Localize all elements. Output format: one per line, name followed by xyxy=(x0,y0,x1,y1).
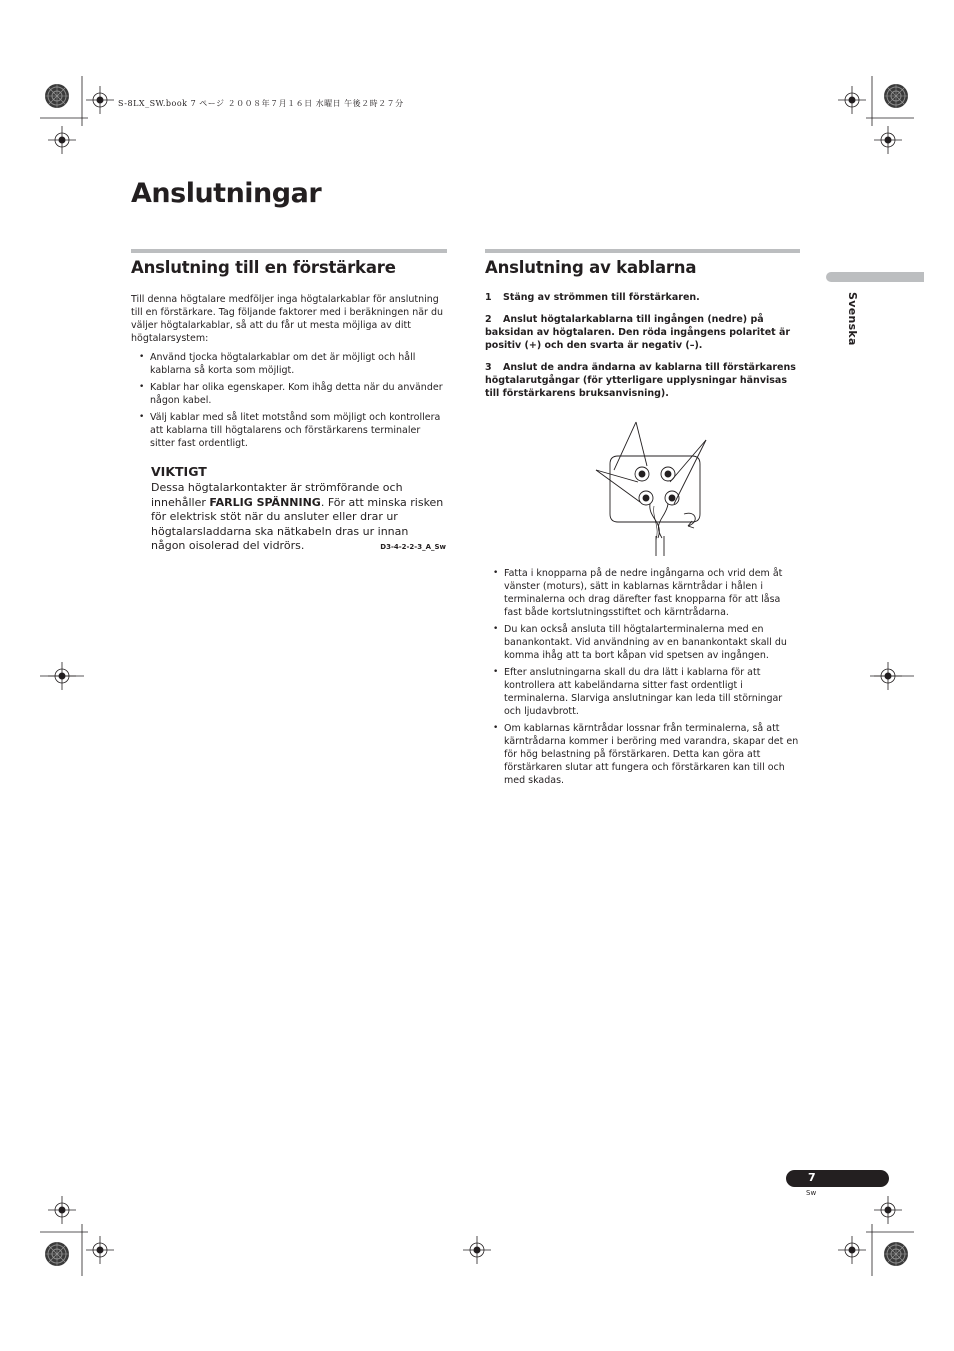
page-title: Anslutningar xyxy=(131,178,322,209)
connection-notes xyxy=(485,567,800,791)
important-text: Dessa högtalarkontakter är strömförande och innehåller FARLIG SPÄNNING. För att minska risken för elektrisk stöt när du ansluter eller drar ur högtalarsladdarna ska nätkabeln dras ur innan någon oisolerad del vidrörs. xyxy=(151,481,444,552)
bullet-list xyxy=(131,351,447,450)
section-rule xyxy=(485,249,800,253)
print-header: S-8LX_SW.book 7 ページ ２００８年７月１６日 水曜日 午後２時２７分 xyxy=(118,99,404,108)
bullet-list xyxy=(485,567,800,787)
step-2: 2 Anslut högtalarkablarna till ingången (nedre) på baksidan av högtalaren. Den röda ingångens polaritet är positiv (+) och den svarta är negativ (–). xyxy=(485,314,791,351)
right-section xyxy=(485,249,800,409)
important-notice xyxy=(151,464,447,554)
step-1: 1 Stäng av strömmen till förstärkaren. xyxy=(485,292,700,303)
page-number: 7 xyxy=(808,1171,816,1184)
list-item: • Fatta i knopparna på de nedre ingångarna och vrid dem åt vänster (moturs), sätt in kablarnas kärntrådar i hålen i terminalerna och drag därefter fast knopparna för att låsa fast både kortslutningsstiftet och kärntrådarna. xyxy=(485,567,800,619)
section-title: Anslutning av kablarna xyxy=(485,258,697,277)
language-tab-bar xyxy=(826,272,924,282)
list-item: • Välj kablar med så litet motstånd som möjligt och kontrollera att kablarna till högtalarens och förstärkarens terminaler sitter fast ordentligt. xyxy=(131,411,447,450)
list-item: • Om kablarnas kärntrådar lossnar från terminalerna, så att kärntrådarna kommer i beröring med varandra, skapar det en för hög belastning på förstärkaren. Detta kan göra att förstärkaren slutar att fungera och förstärkaren kan till och med skadas. xyxy=(485,722,800,787)
section-rule xyxy=(131,249,447,253)
left-section xyxy=(131,249,447,554)
page-number-pill xyxy=(786,1170,889,1187)
terminal-illustration xyxy=(592,418,710,558)
document-code: D3-4-2-2-3_A_Sw xyxy=(380,542,446,551)
list-item: • Kablar har olika egenskaper. Kom ihåg detta när du använder någon kabel. xyxy=(131,381,447,407)
section-title: Anslutning till en förstärkare xyxy=(131,258,396,277)
important-title: VIKTIGT xyxy=(151,464,207,479)
page-language-code: Sw xyxy=(806,1189,817,1197)
steps xyxy=(485,291,800,400)
list-item: • Använd tjocka högtalarkablar om det är möjligt och håll kablarna så korta som möjligt. xyxy=(131,351,447,377)
intro-paragraph: Till denna högtalare medföljer inga högtalarkablar för anslutning till en förstärkare. Tag följande faktorer med i beräkningen när du väljer högtalarkablar, så att du får ut mesta möjliga av ditt högtalarsystem: xyxy=(131,294,444,344)
step-3: 3 Anslut de andra ändarna av kablarna till förstärkarens högtalarutgångar (för ytterligare upplysningar hänvisas till förstärkarens bruksanvisning). xyxy=(485,362,796,399)
list-item: • Du kan också ansluta till högtalarterminalerna med en banankontakt. Vid användning av en banankontakt skall du komma ihåg att ta bort kåpan vid spetsen av ingången. xyxy=(485,623,800,662)
list-item: • Efter anslutningarna skall du dra lätt i kablarna för att kontrollera att kabeländarna sitter fast ordentligt i terminalerna. Slarviga anslutningar kan leda till störningar och ljudavbrott. xyxy=(485,666,800,718)
language-tab-label: Svenska xyxy=(846,292,859,346)
